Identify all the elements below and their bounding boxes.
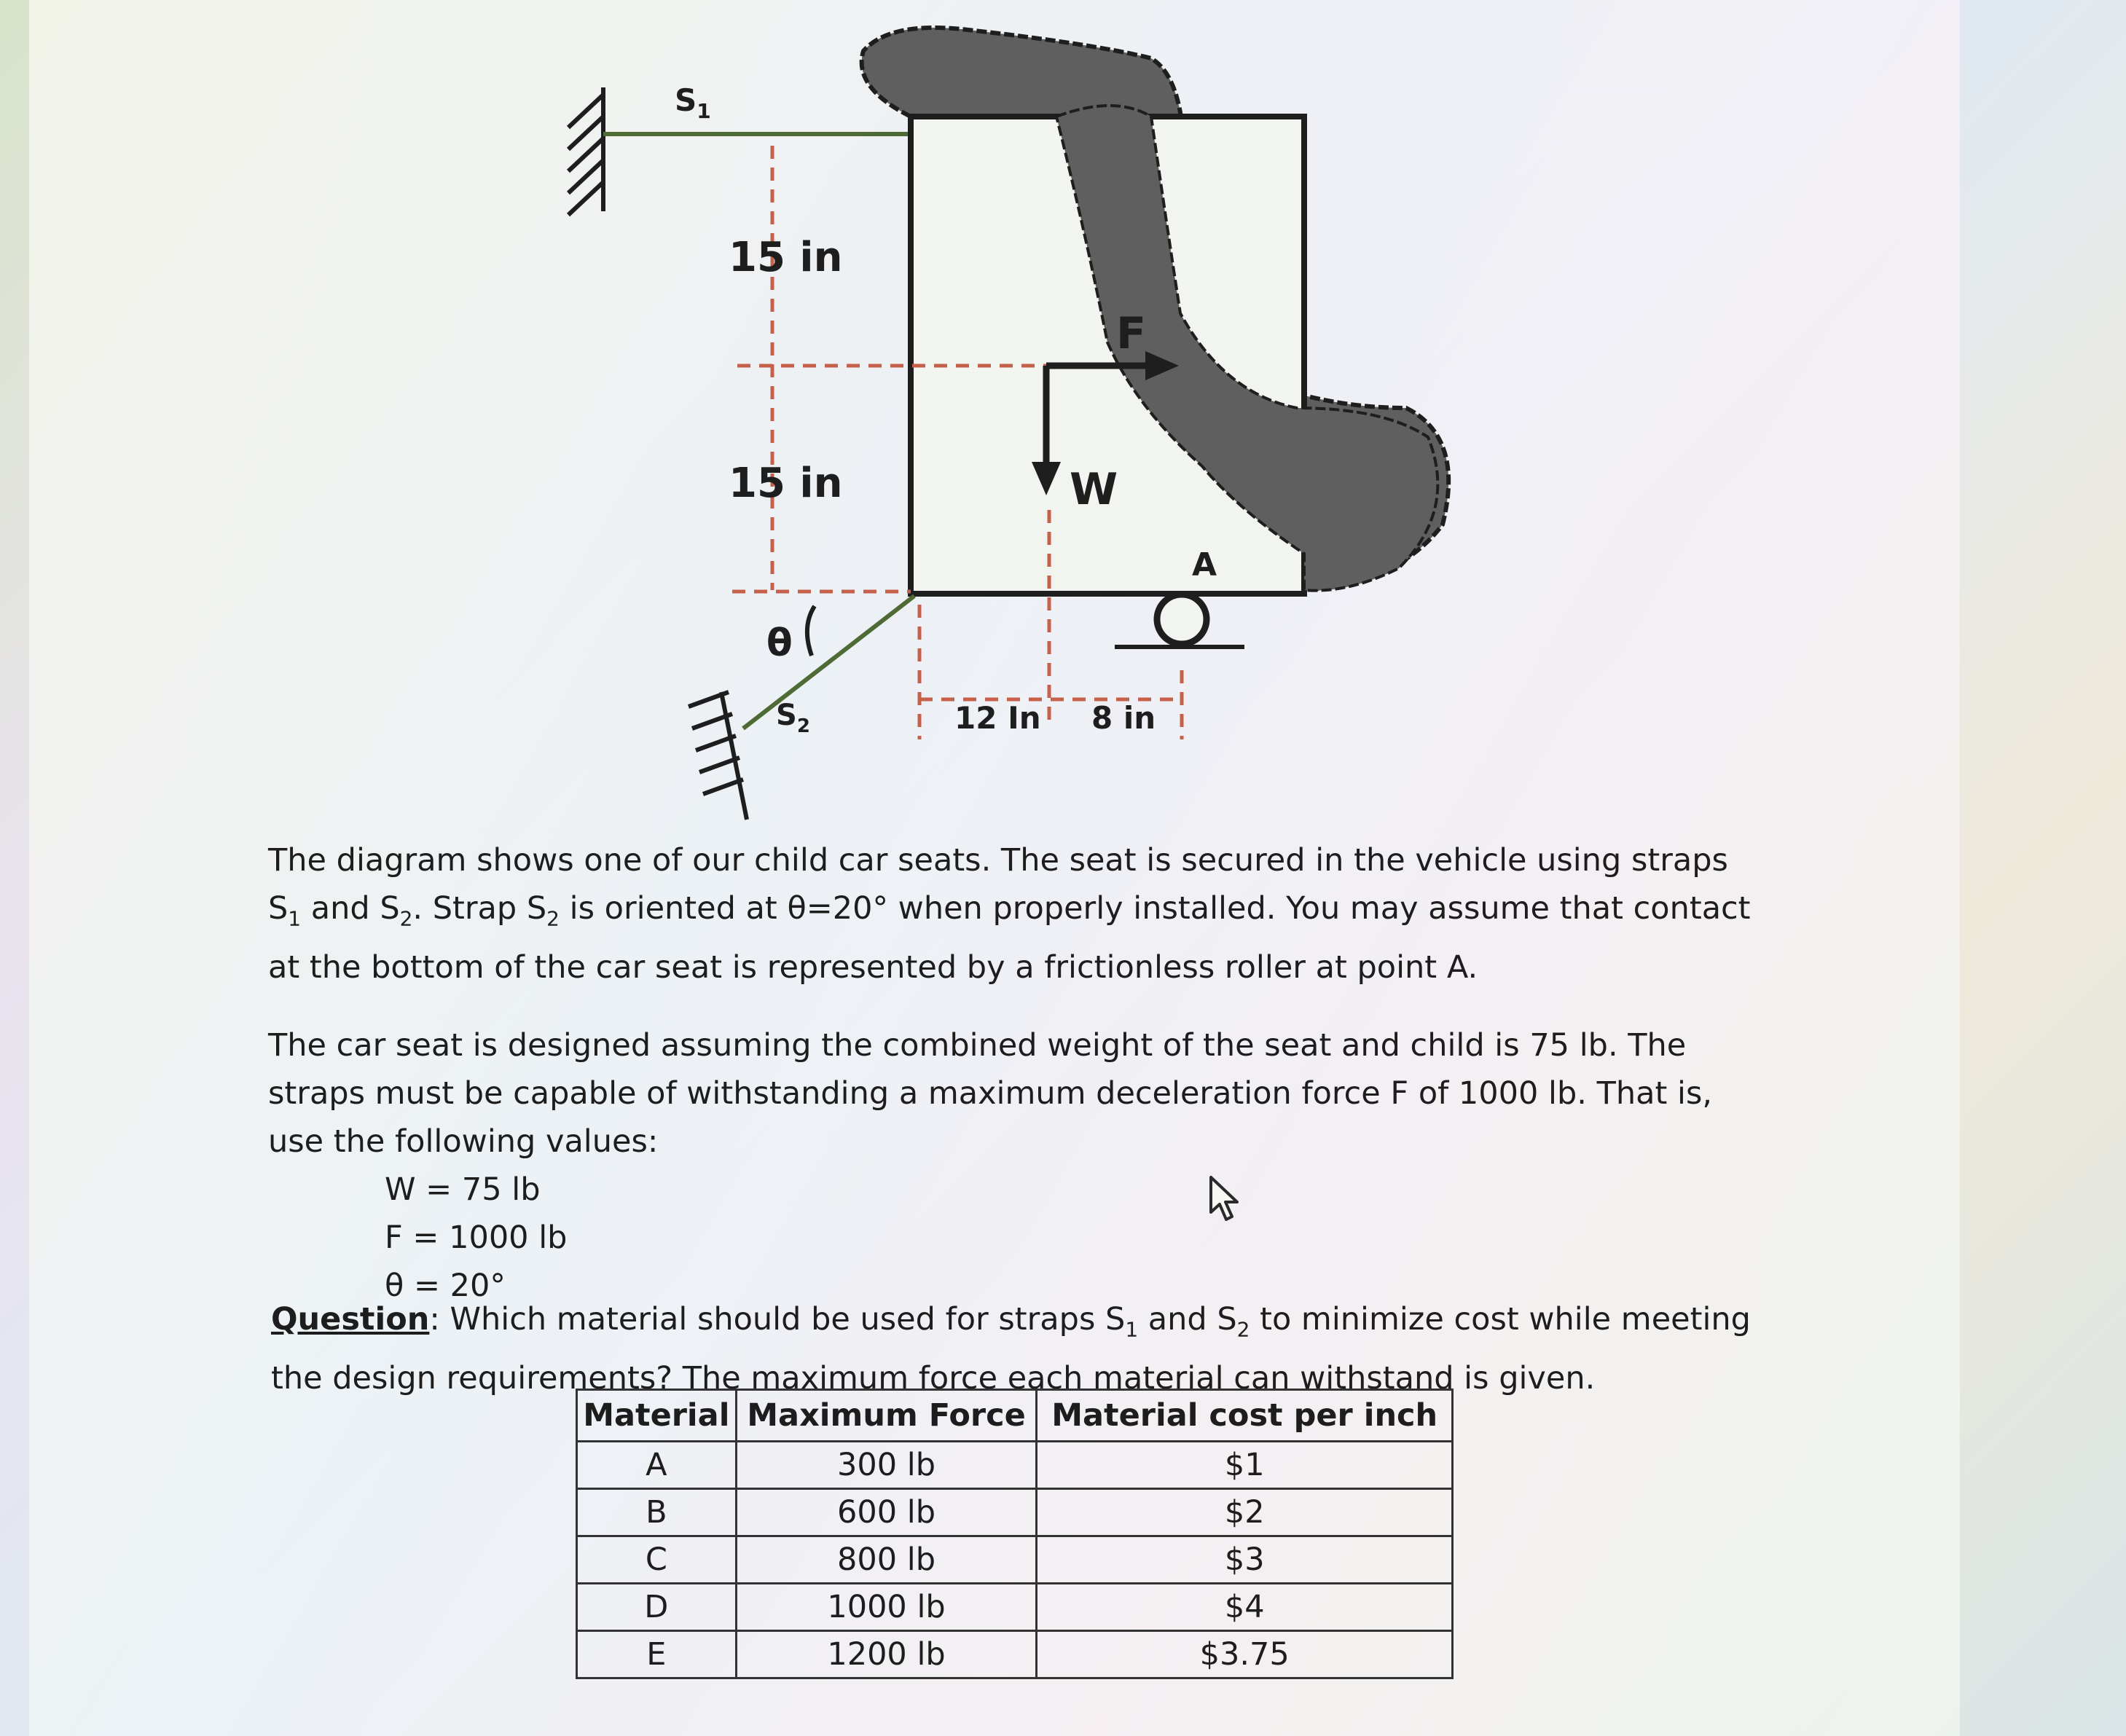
cell-max-force: 600 lb [736,1489,1037,1536]
cell-material: C [577,1536,737,1584]
label-dim-upper: 15 in [729,234,843,281]
cell-material: E [577,1631,737,1678]
cell-cost: $4 [1037,1584,1453,1631]
paragraph-design-values: The car seat is designed assuming the combined weight of the seat and child is 75 lb. The straps must be capable of withstanding a maximum deceleration force F of 1000 lb. That is, use the following values: [268,1027,1713,1160]
mouse-pointer-icon [1208,1174,1244,1225]
value-weight: W = 75 lb [385,1171,541,1208]
cell-material: A [577,1442,737,1489]
wall-anchor-s1 [568,87,603,215]
cell-cost: $3 [1037,1536,1453,1584]
cell-max-force: 300 lb [736,1442,1037,1489]
table-header-row [577,1390,1453,1442]
roller-a [1115,594,1244,647]
cell-cost: $3.75 [1037,1631,1453,1678]
cell-cost: $1 [1037,1442,1453,1489]
table-row [577,1442,1453,1489]
label-weight-w: W [1070,464,1118,515]
cell-cost: $2 [1037,1489,1453,1536]
given-values [385,1166,567,1310]
cell-material: D [577,1584,737,1631]
cell-material: B [577,1489,737,1536]
ground-anchor-s2 [689,692,747,820]
label-theta: θ [766,621,793,665]
table-row [577,1584,1453,1631]
label-dim-12: 12 In [954,700,1041,736]
car-seat-diagram [0,0,2126,830]
table-row [577,1489,1453,1536]
label-force-f: F [1116,308,1146,359]
value-force: F = 1000 lb [385,1219,568,1256]
label-s2: $S_2$ [776,699,810,737]
header-material: Material [577,1390,737,1442]
paragraph-description: The diagram shows one of our child car seats. The seat is secured in the vehicle using straps $S_1$ and $S_2$. Strap $S_2$ is oriented at θ=20° when properly installed. You may assume that contact at the bottom of the car seat is represented by a frictionless roller at point A. [268,842,1751,986]
label-point-a: A [1192,546,1217,584]
cell-max-force: 800 lb [736,1536,1037,1584]
label-s1: $S_1$ [675,82,711,123]
table-row [577,1631,1453,1678]
theta-arc [807,606,815,656]
header-max-force: Maximum Force [736,1390,1037,1442]
header-cost: Material cost per inch [1037,1390,1453,1442]
question-text: Question: Which material should be used for straps $S_1$ and $S_2$ to minimize cost while meeting the design requirements? The maximum force each material can withstand is given. [271,1301,1751,1397]
cell-max-force: 1200 lb [736,1631,1037,1678]
value-theta: θ = 20° [385,1268,506,1304]
table-row [577,1536,1453,1584]
cell-max-force: 1000 lb [736,1584,1037,1631]
label-dim-lower: 15 in [729,460,843,507]
materials-table [576,1389,1454,1679]
label-dim-8: 8 in [1091,700,1156,736]
